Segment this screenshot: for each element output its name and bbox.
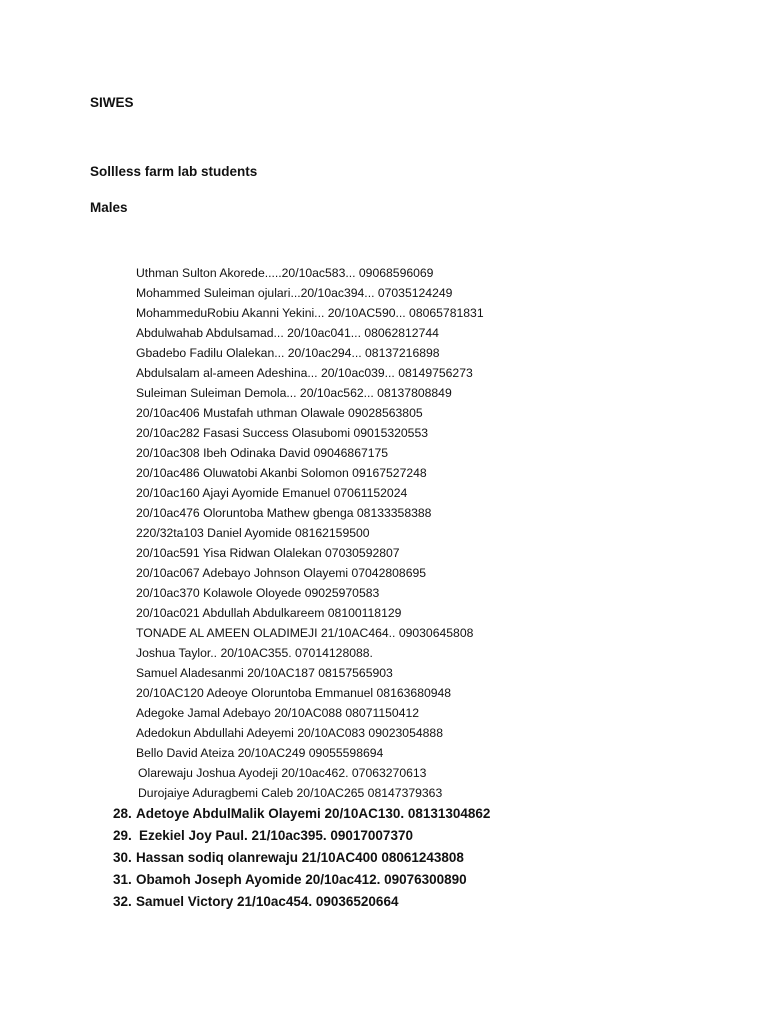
student-entry: Abdulwahab Abdulsamad... 20/10ac041... 08062812744 xyxy=(136,326,439,340)
student-entry: Bello David Ateiza 20/10AC249 09055598694 xyxy=(136,746,384,760)
student-entry: Adegoke Jamal Adebayo 20/10AC088 08071150412 xyxy=(136,706,420,720)
student-entry: Suleiman Suleiman Demola... 20/10ac562... 08137808849 xyxy=(136,386,452,400)
student-entry: Uthman Sulton Akorede.....20/10ac583... 09068596069 xyxy=(136,266,434,280)
student-entry: Adedokun Abdullahi Adeyemi 20/10AC083 09023054888 xyxy=(136,726,443,740)
student-entry: 20/10ac308 Ibeh Odinaka David 09046867175 xyxy=(136,446,389,460)
student-entry: 20/10ac591 Yisa Ridwan Olalekan 07030592807 xyxy=(136,546,400,560)
student-entry: TONADE AL AMEEN OLADIMEJI 21/10AC464.. 09030645808 xyxy=(136,626,474,640)
student-entry: Mohammed Suleiman ojulari...20/10ac394... 07035124249 xyxy=(136,286,453,300)
student-entry: Joshua Taylor.. 20/10AC355. 07014128088. xyxy=(136,646,373,660)
document-title: SIWES xyxy=(90,95,134,110)
student-entry: 20/10ac486 Oluwatobi Akanbi Solomon 09167527248 xyxy=(136,466,427,480)
list-number: 28. xyxy=(113,806,132,821)
student-entry: 220/32ta103 Daniel Ayomide 08162159500 xyxy=(136,526,370,540)
student-entry: Gbadebo Fadilu Olalekan... 20/10ac294... 08137216898 xyxy=(136,346,440,360)
student-entry: Samuel Victory 21/10ac454. 09036520664 xyxy=(136,894,399,909)
list-number: 30. xyxy=(113,850,132,865)
student-entry: Adetoye AbdulMalik Olayemi 20/10AC130. 08131304862 xyxy=(136,806,491,821)
student-entry: Ezekiel Joy Paul. 21/10ac395. 09017007370 xyxy=(139,828,413,843)
student-entry: 20/10AC120 Adeoye Oloruntoba Emmanuel 08163680948 xyxy=(136,686,452,700)
student-entry: Obamoh Joseph Ayomide 20/10ac412. 09076300890 xyxy=(136,872,467,887)
list-number: 29. xyxy=(113,828,132,843)
student-entry: 20/10ac476 Oloruntoba Mathew gbenga 08133358388 xyxy=(136,506,432,520)
student-entry: 20/10ac160 Ajayi Ayomide Emanuel 07061152024 xyxy=(136,486,408,500)
student-entry: Olarewaju Joshua Ayodeji 20/10ac462. 07063270613 xyxy=(138,766,427,780)
list-number: 32. xyxy=(113,894,132,909)
student-entry: 20/10ac282 Fasasi Success Olasubomi 09015320553 xyxy=(136,426,429,440)
document-subtitle: Sollless farm lab students xyxy=(90,164,258,179)
list-number: 31. xyxy=(113,872,132,887)
student-entry: Durojaiye Aduragbemi Caleb 20/10AC265 08147379363 xyxy=(138,786,443,800)
student-entry: MohammeduRobiu Akanni Yekini... 20/10AC590... 08065781831 xyxy=(136,306,484,320)
section-heading: Males xyxy=(90,200,128,215)
student-entry: 20/10ac067 Adebayo Johnson Olayemi 07042808695 xyxy=(136,566,427,580)
student-entry: 20/10ac406 Mustafah uthman Olawale 09028563805 xyxy=(136,406,423,420)
student-entry: Hassan sodiq olanrewaju 21/10AC400 08061243808 xyxy=(136,850,464,865)
student-entry: 20/10ac021 Abdullah Abdulkareem 08100118129 xyxy=(136,606,402,620)
student-entry: Samuel Aladesanmi 20/10AC187 08157565903 xyxy=(136,666,393,680)
student-entry: Abdulsalam al-ameen Adeshina... 20/10ac039... 08149756273 xyxy=(136,366,473,380)
student-entry: 20/10ac370 Kolawole Oloyede 09025970583 xyxy=(136,586,380,600)
